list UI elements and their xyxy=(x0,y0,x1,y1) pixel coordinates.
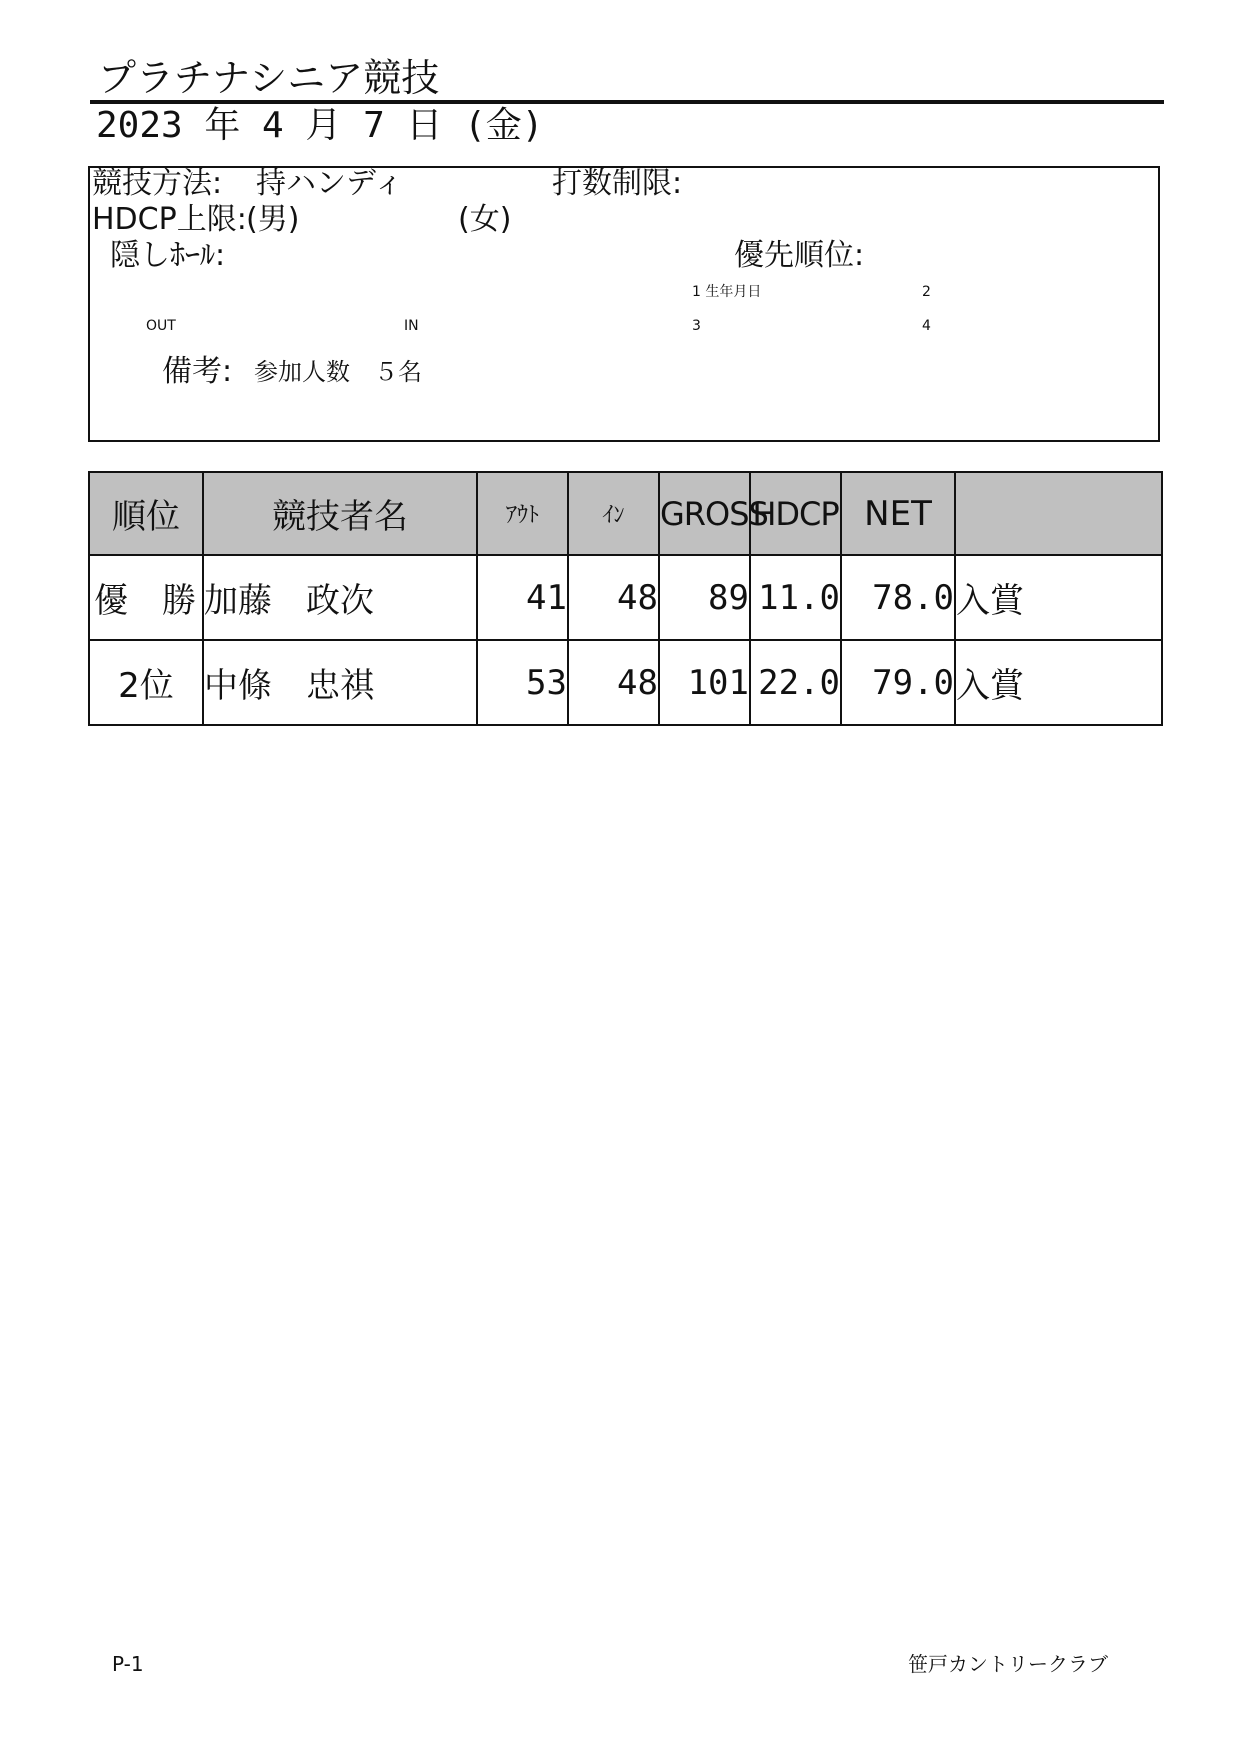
net-score-cell: 79.0 xyxy=(841,640,955,725)
player-name-cell: 中條 忠祺 xyxy=(203,640,477,725)
gross-score-cell: 89 xyxy=(659,555,750,640)
rank-cell: 2位 xyxy=(89,640,203,725)
header-out: ｱｳﾄ xyxy=(477,472,568,555)
page-number: P-1 xyxy=(112,1652,144,1676)
remarks-label: 備考: xyxy=(162,354,233,389)
rank-cell: 優 勝 xyxy=(89,555,203,640)
note-cell: 入賞 xyxy=(955,555,1162,640)
out-label: OUT xyxy=(146,318,176,334)
in-label: IN xyxy=(404,318,419,334)
club-name: 笹戸カントリークラブ xyxy=(908,1652,1108,1676)
note-cell: 入賞 xyxy=(955,640,1162,725)
header-in: ｲﾝ xyxy=(568,472,659,555)
method-label: 競技方法: xyxy=(92,166,223,201)
header-gross: GROSS xyxy=(659,472,750,555)
out-score-cell: 41 xyxy=(477,555,568,640)
results-table xyxy=(88,471,1163,726)
in-score-cell: 48 xyxy=(568,640,659,725)
table-row xyxy=(89,640,1162,725)
hdcp-cell: 11.0 xyxy=(750,555,841,640)
header-player-name: 競技者名 xyxy=(203,472,477,555)
table-row xyxy=(89,555,1162,640)
priority-item-4: 4 xyxy=(922,318,931,334)
priority-label: 優先順位: xyxy=(734,238,865,273)
priority-item-2: 2 xyxy=(922,284,931,300)
priority-item-1: 1 生年月日 xyxy=(692,284,762,300)
player-name-cell: 加藤 政次 xyxy=(203,555,477,640)
hdcp-cell: 22.0 xyxy=(750,640,841,725)
priority-item-3: 3 xyxy=(692,318,701,334)
event-date: 2023 年 4 月 7 日 (金) xyxy=(96,105,544,146)
table-header-row xyxy=(89,472,1162,555)
page-title: プラチナシニア競技 xyxy=(98,56,440,100)
hdcp-limit-label: HDCP上限: xyxy=(92,202,247,237)
remarks-value: 参加人数 ５名 xyxy=(254,358,422,386)
male-label: (男) xyxy=(246,202,300,237)
hidden-holes-label: 隠しﾎｰﾙ: xyxy=(110,238,226,273)
header-hdcp: HDCP xyxy=(750,472,841,555)
out-score-cell: 53 xyxy=(477,640,568,725)
method-value: 持ハンディ xyxy=(256,166,404,201)
header-rank: 順位 xyxy=(89,472,203,555)
header-note xyxy=(955,472,1162,555)
female-label: (女) xyxy=(458,202,512,237)
net-score-cell: 78.0 xyxy=(841,555,955,640)
header-net: NET xyxy=(841,472,955,555)
stroke-limit-label: 打数制限: xyxy=(552,166,683,201)
gross-score-cell: 101 xyxy=(659,640,750,725)
in-score-cell: 48 xyxy=(568,555,659,640)
